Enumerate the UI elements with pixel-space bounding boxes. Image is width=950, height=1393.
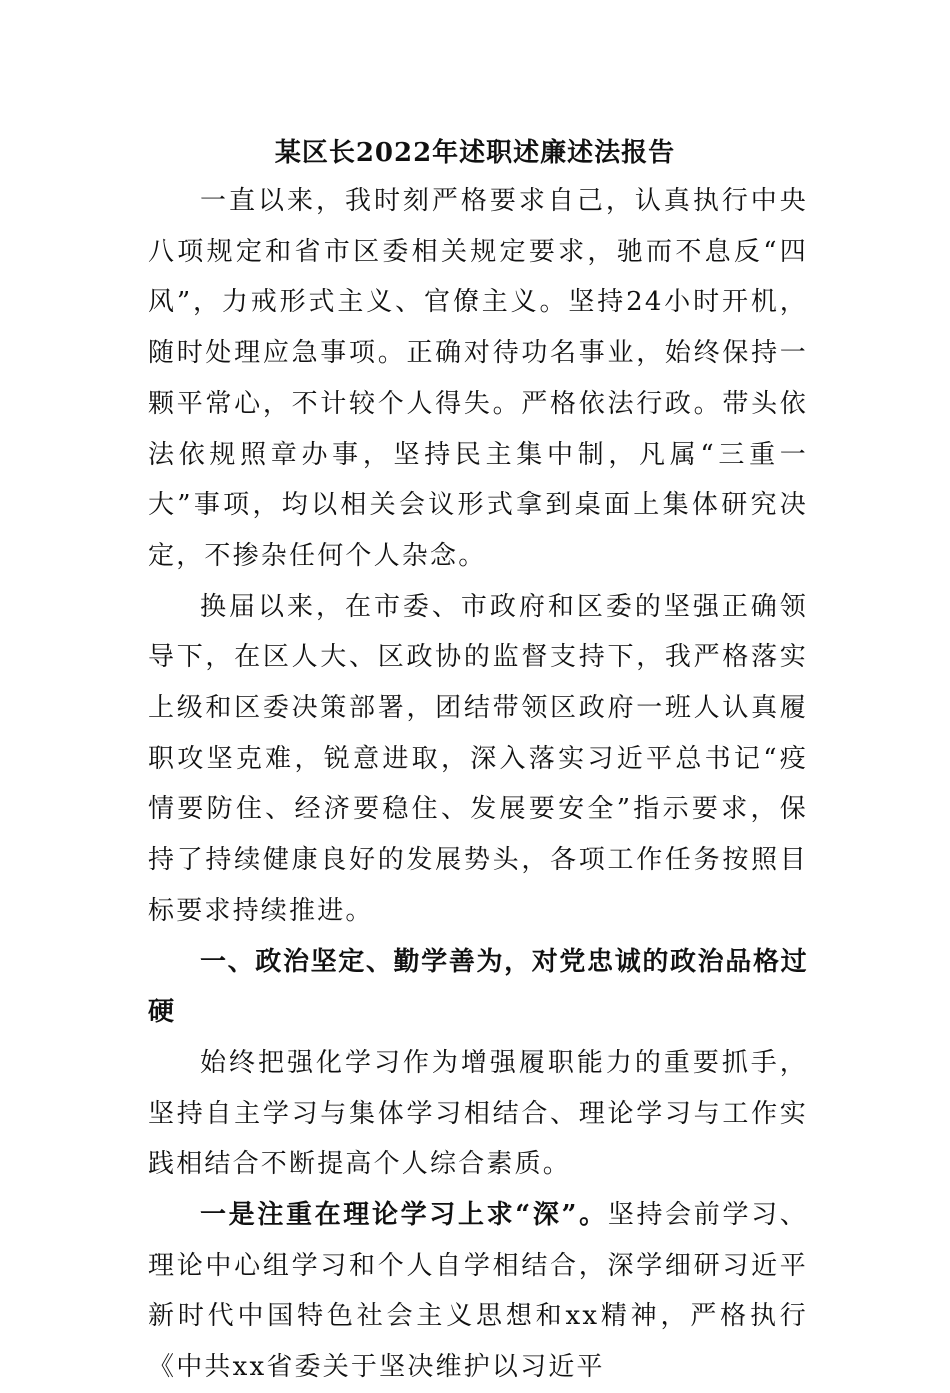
paragraph-overview: 换届以来，在市委、市政府和区委的坚强正确领导下，在区人大、区政协的监督支持下，我严格落实上级和区委决策部署，团结带领区政府一班人认真履职攻坚克难，锐意进取，深入落实习近平总书记“疫情要防住、经济要稳住、发展要安全”指示要求，保持了持续健康良好的发展势头，各项工作任务按照目标要求持续推进。 bbox=[148, 591, 808, 926]
paragraph-study-intro: 始终把强化学习作为增强履职能力的重要抓手，坚持自主学习与集体学习相结合、理论学习与工作实践相结合不断提高个人综合素质。 bbox=[148, 1047, 808, 1180]
document-body bbox=[148, 176, 808, 1393]
document-title: 某区长2022年述职述廉述法报告 bbox=[274, 138, 676, 168]
section-heading-politics: 一、政治坚定、勤学善为，对党忠诚的政治品格过硬 bbox=[148, 946, 808, 1028]
paragraph-theory-study bbox=[148, 1190, 808, 1393]
paragraph-lead: 一是注重在理论学习上求“深”。 bbox=[200, 1200, 608, 1231]
paragraph-integrity: 一直以来，我时刻严格要求自己，认真执行中央八项规定和省市区委相关规定要求，驰而不息反“四风”，力戒形式主义、官僚主义。坚持24小时开机，随时处理应急事项。正确对待功名事业，始终保持一颗平常心，不计较个人得失。严格依法行政。带头依法依规照章办事，坚持民主集中制，凡属“三重一大”事项，均以相关会议形式拿到桌面上集体研究决定，不掺杂任何个人杂念。 bbox=[148, 186, 808, 571]
paragraph-text: 坚持会前学习、理论中心组学习和个人自学相结合，深学细研习近平新时代中国特色社会主义思想和xx精神，严格执行《中共xx省委关于坚决维护以习近平 bbox=[148, 1200, 808, 1383]
